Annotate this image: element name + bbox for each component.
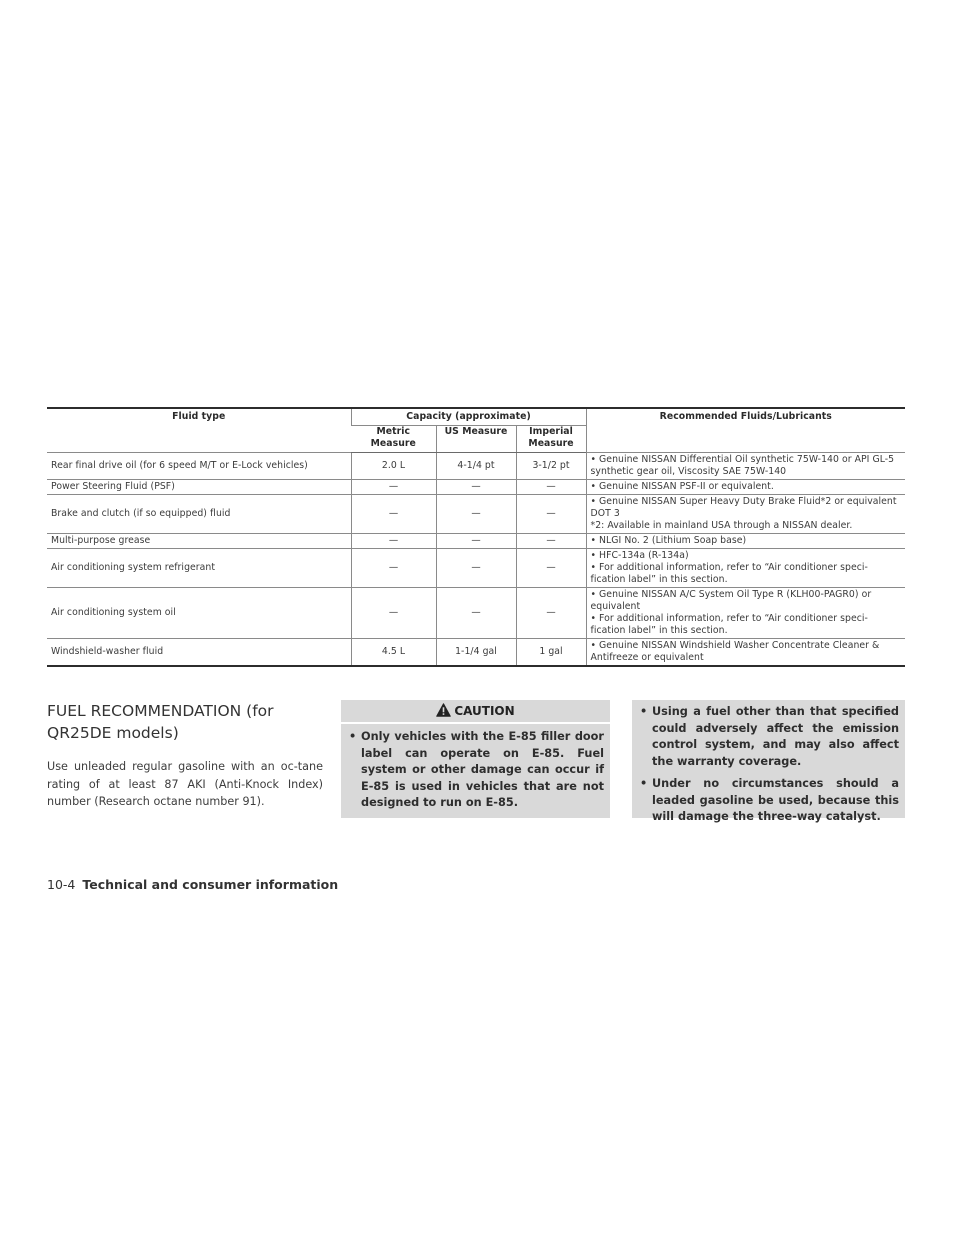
warning-triangle-icon xyxy=(436,703,451,720)
recommended-cell xyxy=(586,534,905,549)
recommended-line: • Genuine NISSAN A/C System Oil Type R (KLH00-PAGR0) or equivalent xyxy=(590,589,872,612)
caution-label: CAUTION xyxy=(454,704,515,718)
table-row xyxy=(47,534,905,549)
metric-cell: 4.5 L xyxy=(351,639,436,667)
recommended-line: • HFC-134a (R-134a) xyxy=(590,550,689,561)
header-imperial: Imperial Measure xyxy=(516,426,586,453)
recommended-cell xyxy=(586,549,905,588)
recommended-cell xyxy=(586,639,905,667)
header-metric: Metric Measure xyxy=(351,426,436,453)
fluid-type-cell: Power Steering Fluid (PSF) xyxy=(47,480,351,495)
imperial-cell: — xyxy=(516,588,586,639)
caution-item-text: Under no circumstances should a leaded gasoline be used, because this will damage the three-way catalyst. xyxy=(652,777,899,823)
fuel-body-text: Use unleaded regular gasoline with an oc-tane rating of at least 87 AKI (Anti-Knock Index) number (Research octane number 91). xyxy=(47,760,323,808)
metric-cell: — xyxy=(351,534,436,549)
caution-list-col1 xyxy=(341,729,610,812)
bullet: • xyxy=(349,730,357,743)
caution-item xyxy=(632,776,905,826)
caution-item-text: Using a fuel other than that specified could adversely affect the emission control system, and may also affect the warranty coverage. xyxy=(652,705,899,768)
recommended-line: • Genuine NISSAN Super Heavy Duty Brake Fluid*2 or equivalent DOT 3 xyxy=(590,496,897,519)
recommended-cell xyxy=(586,480,905,495)
imperial-cell: — xyxy=(516,549,586,588)
table-row xyxy=(47,549,905,588)
table-row xyxy=(47,588,905,639)
recommended-cell xyxy=(586,588,905,639)
metric-cell: 2.0 L xyxy=(351,453,436,480)
recommended-line: • For additional information, refer to “Air conditioner speci-fication label” in this section. xyxy=(590,562,868,585)
recommended-line: • NLGI No. 2 (Lithium Soap base) xyxy=(590,535,747,546)
fuel-section-title: FUEL RECOMMENDATION (for QR25DE models) xyxy=(47,702,274,742)
header-fluid-type: Fluid type xyxy=(172,411,226,422)
imperial-cell: — xyxy=(516,534,586,549)
metric-cell: — xyxy=(351,480,436,495)
fluid-type-cell: Multi-purpose grease xyxy=(47,534,351,549)
footer-section-title: Technical and consumer information xyxy=(82,877,339,892)
recommended-line: • Genuine NISSAN PSF-II or equivalent. xyxy=(590,481,774,492)
recommended-line: • For additional information, refer to “Air conditioner speci-fication label” in this section. xyxy=(590,613,868,636)
us-cell: — xyxy=(436,495,516,534)
metric-cell: — xyxy=(351,495,436,534)
fluid-type-cell: Brake and clutch (if so equipped) fluid xyxy=(47,495,351,534)
recommended-line: *2: Available in mainland USA through a NISSAN dealer. xyxy=(590,520,853,531)
recommended-line: • Genuine NISSAN Differential Oil synthetic 75W-140 or API GL-5 synthetic gear oil, Viscosity SAE 75W-140 xyxy=(590,454,895,477)
bullet: • xyxy=(640,777,648,790)
caution-heading xyxy=(341,700,610,724)
fluid-type-cell: Rear final drive oil (for 6 speed M/T or E-Lock vehicles) xyxy=(47,453,351,480)
page-footer xyxy=(47,877,338,892)
imperial-cell: — xyxy=(516,495,586,534)
header-recommended: Recommended Fluids/Lubricants xyxy=(586,408,905,453)
recommended-line: • Genuine NISSAN Windshield Washer Concentrate Cleaner & Antifreeze or equivalent xyxy=(590,640,880,663)
fluid-type-cell: Windshield-washer fluid xyxy=(47,639,351,667)
imperial-cell: — xyxy=(516,480,586,495)
table-body xyxy=(47,453,905,667)
us-cell: — xyxy=(436,534,516,549)
table-row xyxy=(47,495,905,534)
caution-box xyxy=(341,700,610,818)
caution-box-continued xyxy=(632,700,905,823)
table-row xyxy=(47,453,905,480)
recommended-cell xyxy=(586,453,905,480)
table-row xyxy=(47,639,905,667)
table-row xyxy=(47,480,905,495)
metric-cell: — xyxy=(351,549,436,588)
caution-item-text: Only vehicles with the E-85 filler door label can operate on E-85. Fuel system or other damage can occur if E-85 is used in vehicles that are not designed to run on E-85. xyxy=(361,730,604,809)
caution-item xyxy=(632,704,905,770)
page-number: 10-4 xyxy=(47,877,76,892)
caution-item xyxy=(341,729,610,812)
imperial-cell: 1 gal xyxy=(516,639,586,667)
fluid-capacity-table xyxy=(47,407,905,667)
us-cell: 4-1/4 pt xyxy=(436,453,516,480)
us-cell: — xyxy=(436,549,516,588)
us-cell: — xyxy=(436,480,516,495)
header-us: US Measure xyxy=(436,426,516,453)
us-cell: 1-1/4 gal xyxy=(436,639,516,667)
caution-list-col2 xyxy=(632,704,905,832)
fluid-type-cell: Air conditioning system oil xyxy=(47,588,351,639)
metric-cell: — xyxy=(351,588,436,639)
recommended-cell xyxy=(586,495,905,534)
fluid-type-cell: Air conditioning system refrigerant xyxy=(47,549,351,588)
header-capacity: Capacity (approximate) xyxy=(351,408,586,426)
imperial-cell: 3-1/2 pt xyxy=(516,453,586,480)
us-cell: — xyxy=(436,588,516,639)
bullet: • xyxy=(640,705,648,718)
